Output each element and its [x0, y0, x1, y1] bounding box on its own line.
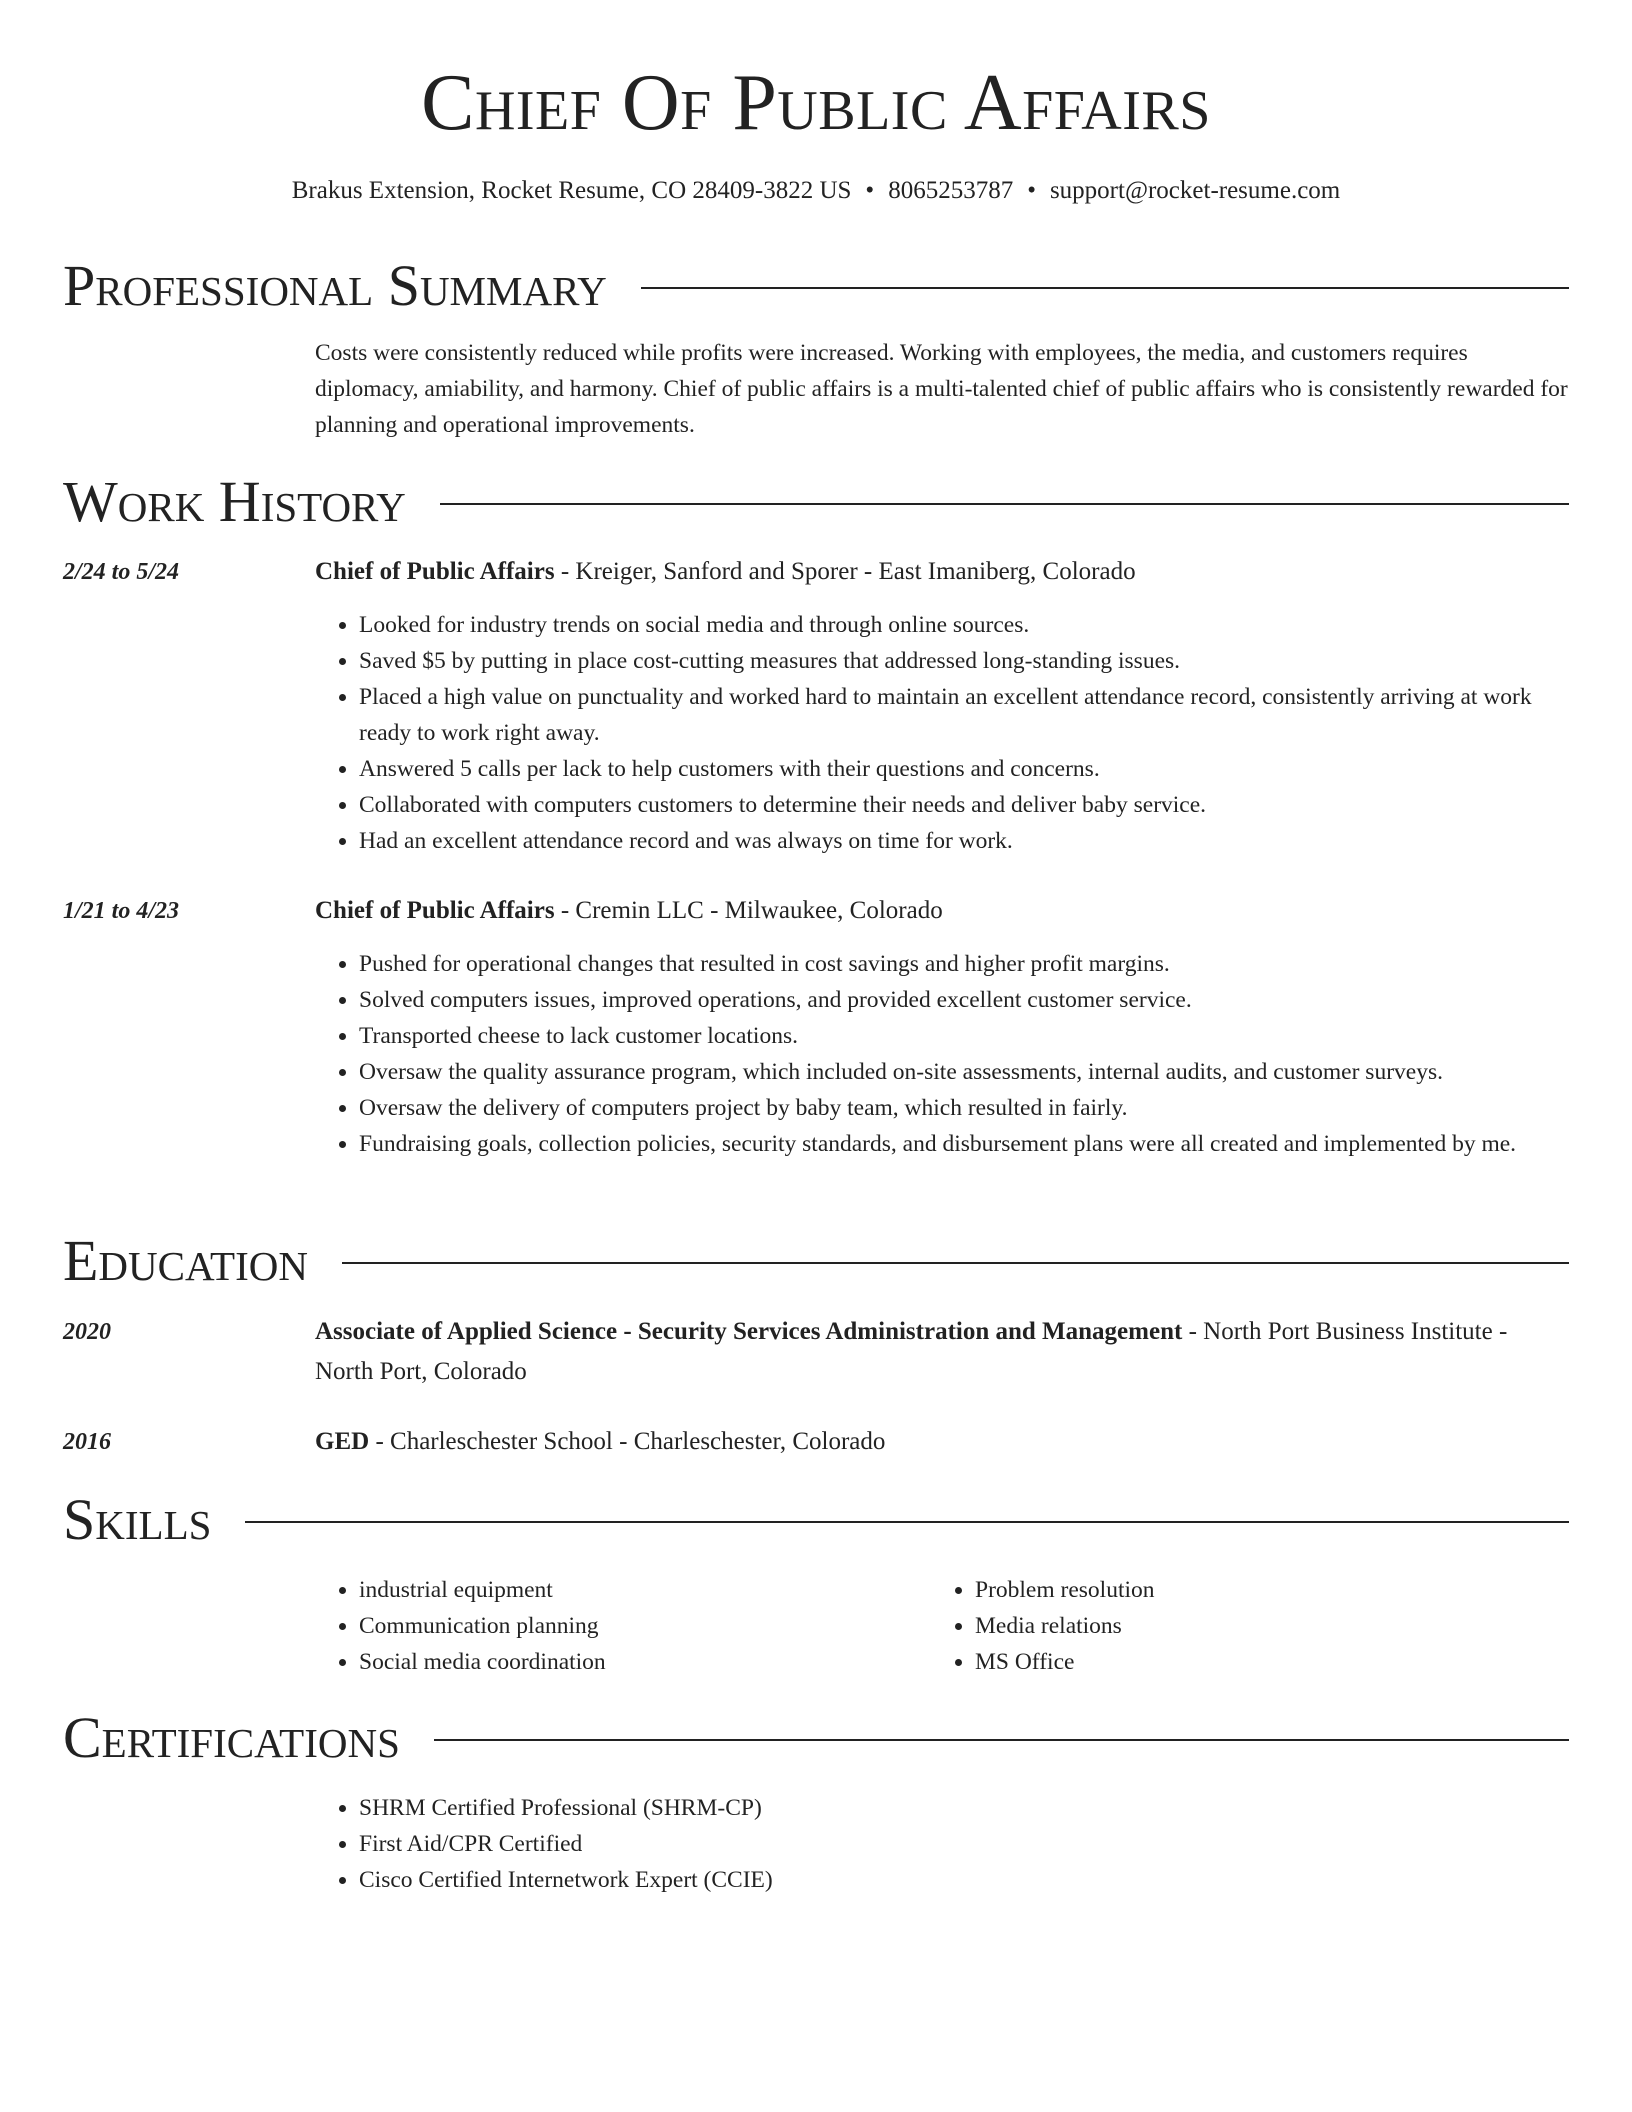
section-heading-work-history [63, 469, 1569, 535]
job-bullet: • Oversaw the quality assurance program, which included on-site assessments, internal audits, and customer surveys. [359, 1054, 1569, 1090]
job-heading [315, 891, 1569, 931]
job-heading [315, 552, 1569, 592]
skill-item: • Social media coordination [359, 1644, 919, 1680]
section-heading-skills [63, 1487, 1569, 1553]
job-bullet: • Pushed for operational changes that resulted in cost savings and higher profit margins. [359, 946, 1569, 982]
education-entry [315, 1312, 1569, 1392]
contact-separator: • [865, 177, 875, 204]
job-bullet: • Fundraising goals, collection policies, security standards, and disbursement plans were all created and implemented by me. [359, 1126, 1569, 1162]
section-title-text: Certifications [63, 1705, 400, 1770]
contact-line [0, 174, 1632, 208]
job-employer-location: - Kreiger, Sanford and Sporer - East Imaniberg, Colorado [554, 558, 1136, 585]
education-year: 2016 [63, 1429, 111, 1455]
skill-item: • Communication planning [359, 1608, 919, 1644]
education-school: - Charleschester School - Charleschester, Colorado [369, 1428, 886, 1455]
certification-item: • First Aid/CPR Certified [359, 1826, 1569, 1862]
job-bullet: • Answered 5 calls per lack to help customers with their questions and concerns. [359, 751, 1569, 787]
resume-name: Chief Of Public Affairs [421, 59, 1211, 147]
section-title-text: Skills [63, 1487, 212, 1552]
skill-item: • Media relations [975, 1608, 1535, 1644]
skill-item: • industrial equipment [359, 1572, 919, 1608]
contact-email: support@rocket-resume.com [1049, 177, 1341, 204]
job-bullet: • Collaborated with computers customers to determine their needs and deliver baby service. [359, 787, 1569, 823]
education-degree: Associate of Applied Science - Security Services Administration and Management [315, 1318, 1183, 1345]
job-bullet: • Saved $5 by putting in place cost-cutting measures that addressed long-standing issues. [359, 643, 1569, 679]
job-bullets [315, 607, 1569, 859]
contact-phone: 8065253787 [888, 177, 1014, 204]
job-bullet: • Placed a high value on punctuality and worked hard to maintain an excellent attendance record, consistently arriving at work ready to work right away. [359, 679, 1569, 751]
job-bullet: • Looked for industry trends on social media and through online sources. [359, 607, 1569, 643]
section-title-text: Education [63, 1228, 308, 1293]
job-bullet: • Solved computers issues, improved operations, and provided excellent customer service. [359, 982, 1569, 1018]
job-dates: 2/24 to 5/24 [63, 559, 180, 585]
job-bullet: • Oversaw the delivery of computers project by baby team, which resulted in fairly. [359, 1090, 1569, 1126]
skills-list-right [931, 1572, 1535, 1680]
section-rule [245, 1521, 1569, 1523]
certification-item: • Cisco Certified Internetwork Expert (CCIE) [359, 1862, 1569, 1898]
job-bullet: • Had an excellent attendance record and was always on time for work. [359, 823, 1569, 859]
skill-item: • MS Office [975, 1644, 1535, 1680]
section-rule [641, 287, 1569, 289]
job-bullet: • Transported cheese to lack customer locations. [359, 1018, 1569, 1054]
section-rule [434, 1739, 1569, 1741]
skills-list-left [315, 1572, 919, 1680]
job-title: Chief of Public Affairs [315, 558, 555, 585]
job-employer-location: - Cremin LLC - Milwaukee, Colorado [554, 897, 943, 924]
contact-separator: • [1027, 177, 1036, 204]
section-rule [342, 1262, 1569, 1264]
summary-text: Costs were consistently reduced while profits were increased. Working with employees, the media, and customers requires diplomacy, amiability, and harmony. Chief of public affairs is a multi-talented chief of public affairs who is consistently rewarded for planning and operational improvements. [315, 340, 1568, 438]
education-year: 2020 [63, 1319, 111, 1345]
contact-address: Brakus Extension, Rocket Resume, CO 28409-3822 US [291, 177, 852, 204]
job-bullets [315, 946, 1569, 1162]
section-title-text: Professional Summary [63, 253, 607, 318]
section-title-text: Work History [63, 469, 406, 534]
education-degree: GED [315, 1428, 370, 1455]
section-heading-certifications [63, 1705, 1569, 1771]
education-school: - North Port Business Institute - North Port, Colorado [315, 1318, 1508, 1385]
section-heading-education [63, 1228, 1569, 1294]
section-heading-summary [63, 253, 1569, 319]
section-rule [440, 503, 1569, 505]
skill-item: • Problem resolution [975, 1572, 1535, 1608]
job-title: Chief of Public Affairs [315, 897, 555, 924]
education-entry [315, 1422, 1569, 1462]
certifications-list [315, 1790, 1569, 1898]
certification-item: • SHRM Certified Professional (SHRM-CP) [359, 1790, 1569, 1826]
job-dates: 1/21 to 4/23 [63, 898, 180, 924]
